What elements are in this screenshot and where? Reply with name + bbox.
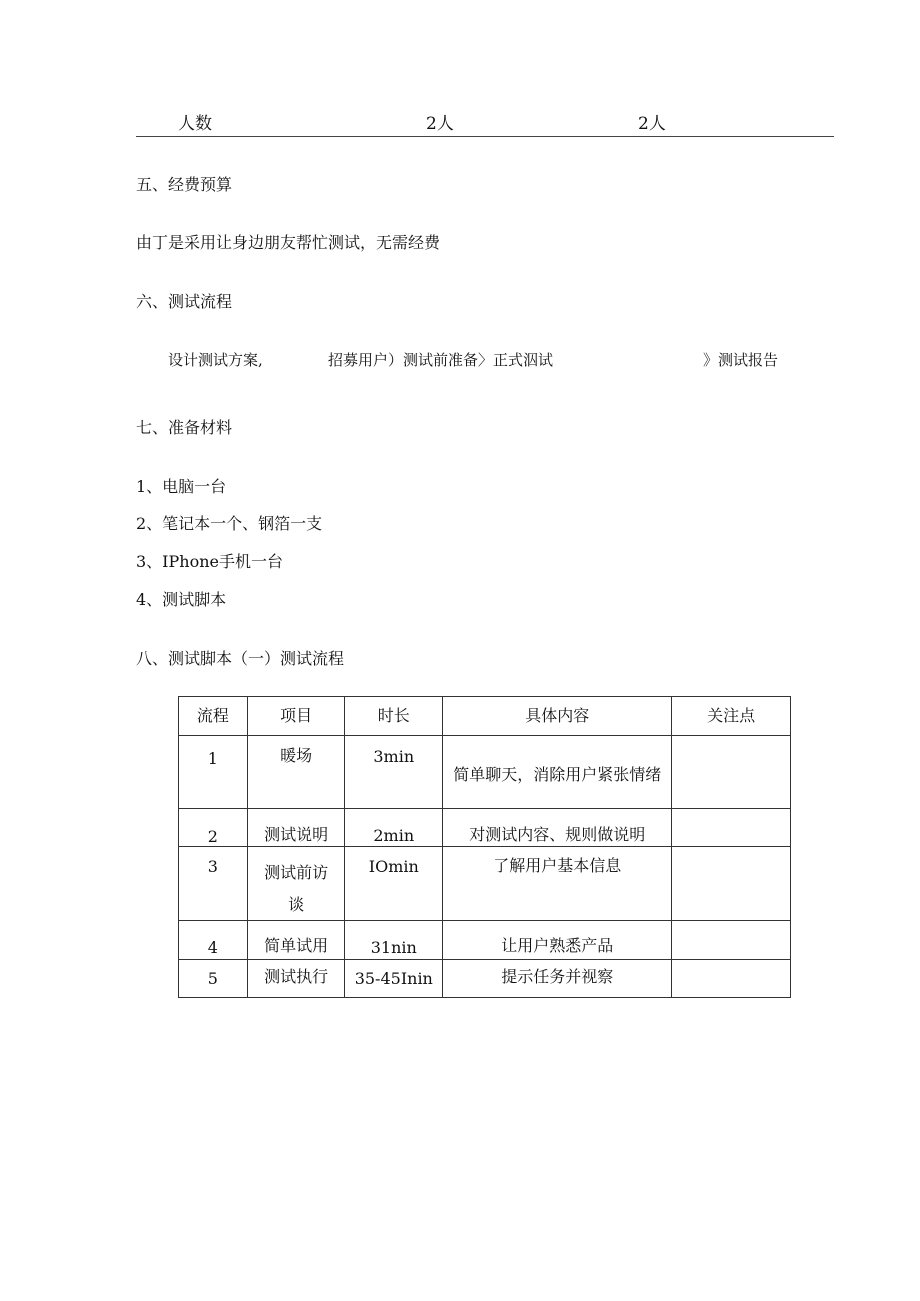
content-cell: 了解用户基本信息 — [443, 847, 672, 921]
content-cell: 对测试内容、规则做说明 — [443, 809, 672, 847]
step-cell: 5 — [179, 960, 248, 998]
step-cell: 2 — [179, 809, 248, 847]
content-cell: 简单聊天，消除用户紧张情绪 — [443, 736, 672, 809]
table-row — [179, 960, 791, 998]
participants-label: 人数 — [178, 114, 212, 134]
section6-heading: 六、测试流程 — [136, 292, 233, 311]
duration-cell: 3min — [345, 736, 443, 809]
focus-cell — [672, 847, 791, 921]
focus-cell — [672, 960, 791, 998]
table-row — [179, 809, 791, 847]
focus-cell — [672, 809, 791, 847]
section8-heading: 八、测试脚本（一）测试流程 — [136, 649, 345, 668]
header-cell: 项目 — [247, 697, 345, 736]
content-cell: 让用户熟悉产品 — [443, 921, 672, 960]
duration-cell: 35-45Inin — [345, 960, 443, 998]
participants-row — [136, 114, 834, 137]
flow-step-1: 设计测试方案, — [168, 351, 263, 369]
participants-col3: 2人 — [638, 114, 666, 134]
table-row — [179, 736, 791, 809]
participants-col2: 2人 — [426, 114, 454, 134]
section5-text: 由丁是采用让身边朋友帮忙测试，无需经费 — [136, 233, 441, 252]
item-cell: 暖场 — [247, 736, 345, 809]
duration-cell: 2min — [345, 809, 443, 847]
focus-cell — [672, 921, 791, 960]
material-item: 1、电脑一台 — [136, 477, 227, 496]
table-row — [179, 921, 791, 960]
section7-heading: 七、准备材料 — [136, 418, 233, 437]
step-cell: 1 — [179, 736, 248, 809]
step-cell: 3 — [179, 847, 248, 921]
step-cell: 4 — [179, 921, 248, 960]
header-cell: 流程 — [179, 697, 248, 736]
material-item: 3、IPhone手机一台 — [136, 552, 283, 571]
item-cell: 测试执行 — [247, 960, 345, 998]
test-script-table — [178, 696, 791, 998]
header-cell: 关注点 — [672, 697, 791, 736]
header-cell: 时长 — [345, 697, 443, 736]
duration-cell: IOmin — [345, 847, 443, 921]
table-row — [179, 847, 791, 921]
table-header-row — [179, 697, 791, 736]
item-cell: 测试前访谈 — [247, 847, 345, 921]
flow-step-2: 招募用户）测试前准备〉正式泅试 — [328, 351, 554, 369]
flow-step-3: 》测试报告 — [703, 351, 779, 369]
item-cell: 测试说明 — [247, 809, 345, 847]
focus-cell — [672, 736, 791, 809]
content-cell: 提示任务并视察 — [443, 960, 672, 998]
item-cell: 简单试用 — [247, 921, 345, 960]
material-item: 4、测试脚本 — [136, 590, 227, 609]
section5-heading: 五、经费预算 — [136, 175, 233, 194]
material-item: 2、笔记本一个、钢箔一支 — [136, 514, 323, 533]
header-cell: 具体内容 — [443, 697, 672, 736]
duration-cell: 31nin — [345, 921, 443, 960]
